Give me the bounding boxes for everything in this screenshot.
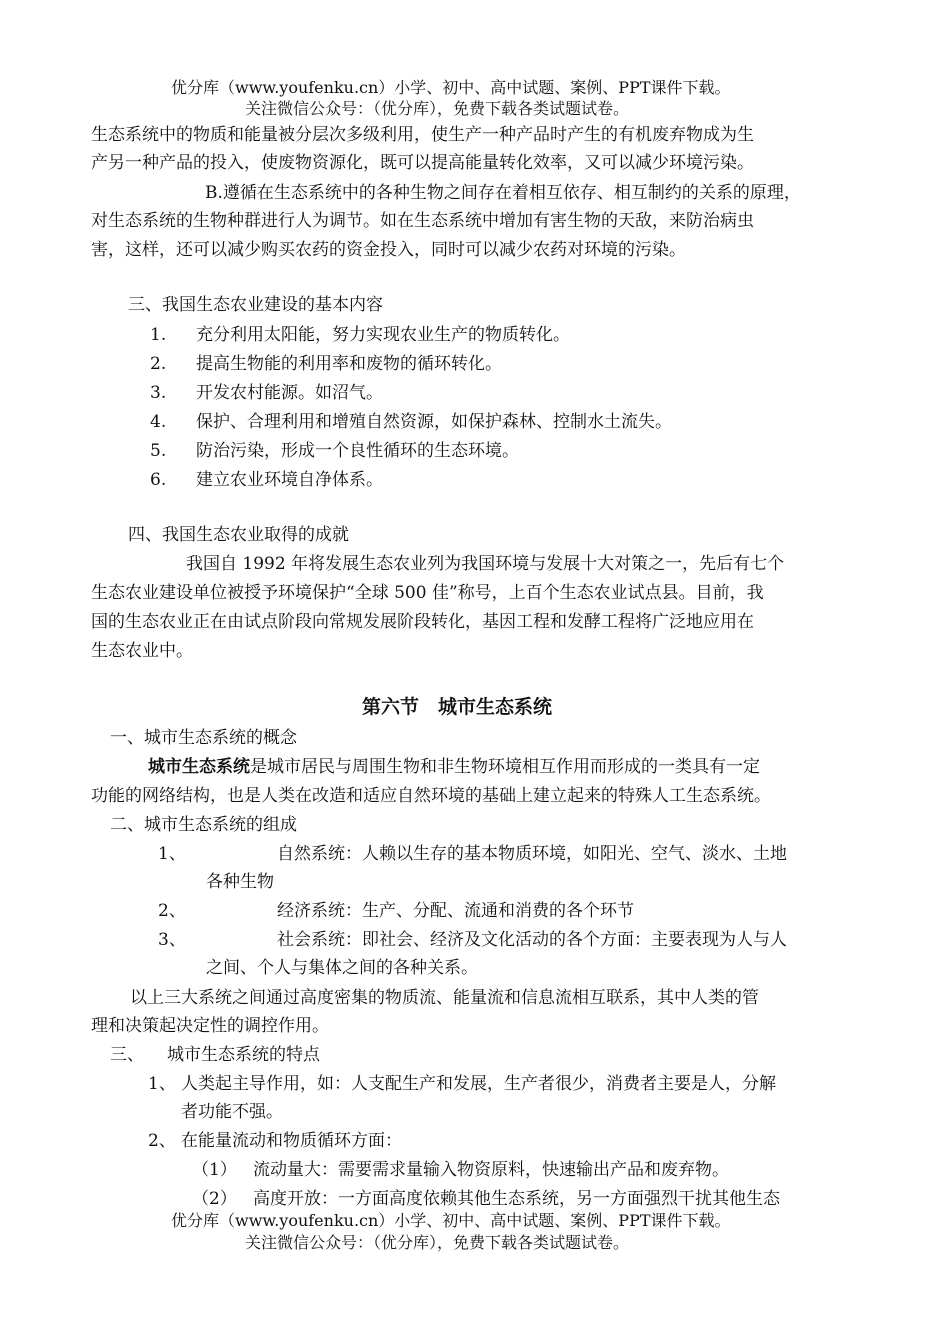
- list-item: 防治污染，形成一个良性循环的生态环境。: [196, 441, 519, 461]
- list-item: 人类起主导作用，如：人支配生产和发展，生产者很少，消费者主要是人，分解: [181, 1074, 776, 1094]
- section-heading: 二、城市生态系统的组成: [110, 815, 297, 835]
- list-number: 3、: [158, 930, 186, 950]
- section-heading: 城市生态系统的特点: [167, 1045, 320, 1065]
- list-item: 充分利用太阳能，努力实现农业生产的物质转化。: [196, 325, 570, 345]
- intro-line: B.遵循在生态系统中的各种生物之间存在着相互依存、相互制约的关系的原理，: [205, 183, 801, 203]
- paragraph-line: 国的生态农业正在由试点阶段向常规发展阶段转化，基因工程和发酵工程将广泛地应用在: [91, 612, 754, 632]
- section-heading: 一、城市生态系统的概念: [110, 728, 297, 748]
- paragraph-line: 生态农业建设单位被授予环境保护“全球 500 佳”称号，上百个生态农业试点县。目前，我: [91, 583, 764, 603]
- paragraph-line: 以上三大系统之间通过高度密集的物质流、能量流和信息流相互联系，其中人类的管: [130, 988, 759, 1008]
- footer-line-1: 优分库（www.youfenku.cn）小学、初中、高中试题、案例、PPT课件下载。: [171, 1211, 731, 1230]
- paragraph-line: 理和决策起决定性的调控作用。: [91, 1016, 329, 1036]
- definition-text: 是城市居民与周围生物和非生物环境相互作用而形成的一类具有一定: [250, 757, 760, 777]
- intro-line: 害，这样，还可以减少购买农药的资金投入，同时可以减少农药对环境的污染。: [91, 240, 686, 260]
- list-item-continued: 之间、个人与集体之间的各种关系。: [206, 958, 478, 978]
- list-item: 开发农村能源。如沼气。: [196, 383, 383, 403]
- paragraph-line: 功能的网络结构，也是人类在改造和适应自然环境的基础上建立起来的特殊人工生态系统。: [91, 786, 771, 806]
- section-heading: 四、我国生态农业取得的成就: [128, 525, 349, 545]
- section-number: 三、: [110, 1045, 144, 1065]
- list-number: 1、: [148, 1074, 176, 1094]
- list-number: 6.: [150, 470, 167, 490]
- list-number: 2、: [158, 901, 186, 921]
- list-number: 2、: [148, 1131, 176, 1151]
- list-number: 4.: [150, 412, 167, 432]
- sub-list-number: （1）: [192, 1160, 237, 1180]
- sub-list-item: 流动量大：需要需求量输入物资原料，快速输出产品和废弃物。: [253, 1160, 729, 1180]
- chapter-title: 第六节 城市生态系统: [362, 696, 553, 718]
- header-line-2: 关注微信公众号：（优分库），免费下载各类试题试卷。: [245, 99, 630, 118]
- list-item-continued: 者功能不强。: [181, 1102, 283, 1122]
- list-item: 自然系统：人赖以生存的基本物质环境，如阳光、空气、淡水、土地: [277, 844, 787, 864]
- list-number: 1.: [150, 325, 167, 345]
- list-item: 建立农业环境自净体系。: [196, 470, 383, 490]
- intro-line: 对生态系统的生物种群进行人为调节。如在生态系统中增加有害生物的天敌，来防治病虫: [91, 211, 754, 231]
- list-item: 提高生物能的利用率和废物的循环转化。: [196, 354, 502, 374]
- list-number: 5.: [150, 441, 167, 461]
- header-line-1: 优分库（www.youfenku.cn）小学、初中、高中试题、案例、PPT课件下载。: [171, 78, 731, 97]
- section-heading: 三、我国生态农业建设的基本内容: [128, 295, 383, 315]
- list-item: 经济系统：生产、分配、流通和消费的各个环节: [277, 901, 634, 921]
- sub-list-item: 高度开放：一方面高度依赖其他生态系统，另一方面强烈干扰其他生态: [253, 1189, 780, 1209]
- list-number: 3.: [150, 383, 167, 403]
- list-item: 在能量流动和物质循环方面：: [181, 1131, 402, 1151]
- intro-line: 产另一种产品的投入，使废物资源化，既可以提高能量转化效率，又可以减少环境污染。: [91, 153, 754, 173]
- paragraph-line: 生态农业中。: [91, 641, 193, 661]
- intro-line: 生态系统中的物质和能量被分层次多级利用，使生产一种产品时产生的有机废弃物成为生: [91, 125, 754, 145]
- list-item: 社会系统：即社会、经济及文化活动的各个方面：主要表现为人与人: [277, 930, 787, 950]
- footer-line-2: 关注微信公众号：（优分库），免费下载各类试题试卷。: [245, 1233, 630, 1252]
- list-item-continued: 各种生物: [206, 872, 274, 892]
- list-item: 保护、合理利用和增殖自然资源，如保护森林、控制水土流失。: [196, 412, 672, 432]
- sub-list-number: （2）: [192, 1189, 237, 1209]
- defined-term: 城市生态系统: [148, 757, 250, 777]
- list-number: 2.: [150, 354, 167, 374]
- paragraph-line: [148, 754, 760, 780]
- paragraph-line: 我国自 1992 年将发展生态农业列为我国环境与发展十大对策之一，先后有七个: [186, 554, 785, 574]
- list-number: 1、: [158, 844, 186, 864]
